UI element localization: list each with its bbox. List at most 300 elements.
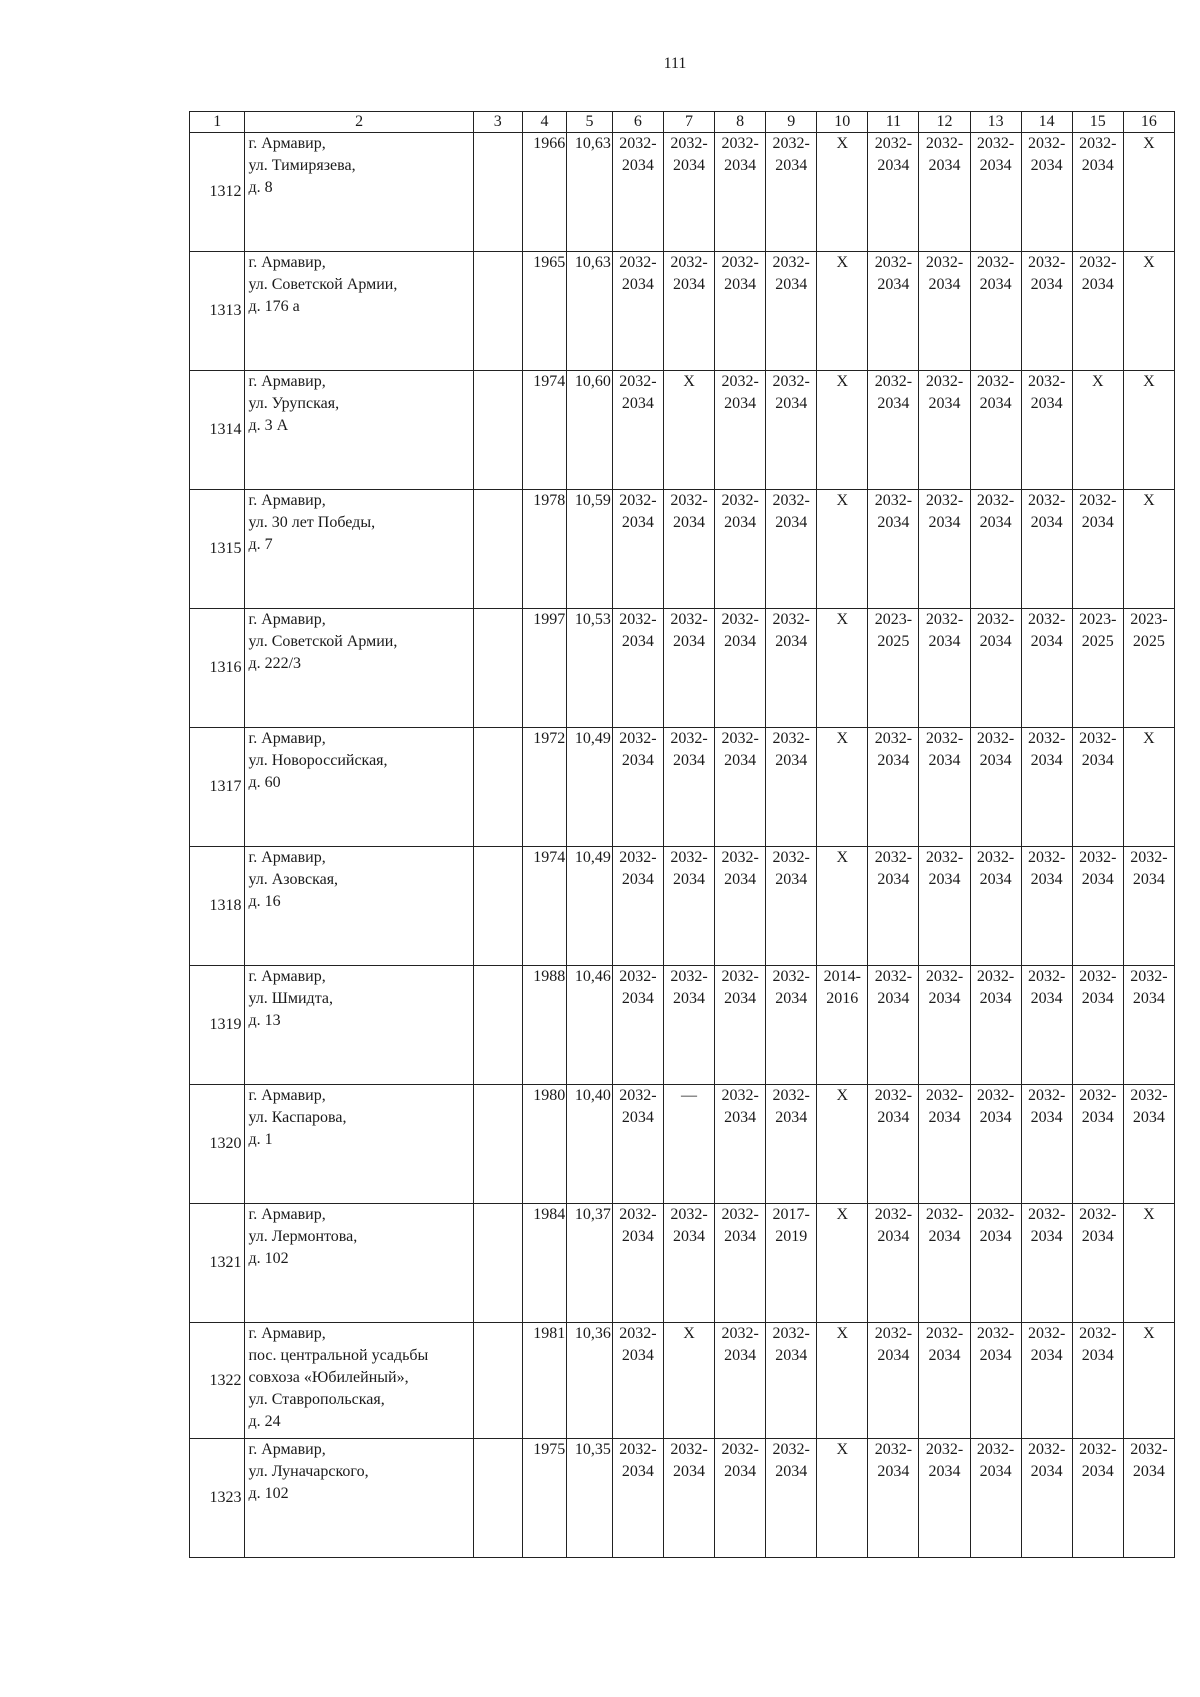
period-line: 2034 (724, 1228, 757, 1245)
address-line: д. 60 (248, 774, 281, 791)
period-cell (817, 609, 868, 728)
period-line: 2032- (976, 135, 1015, 152)
period-line: 2034 (724, 871, 757, 888)
period-cell (919, 1204, 970, 1323)
period-cell (663, 1323, 714, 1439)
period-line: 2034 (928, 990, 961, 1007)
period-line: 2034 (1030, 276, 1063, 293)
period-line: 2034 (877, 276, 910, 293)
period-line: X (836, 1087, 849, 1104)
period-line: 2014- (823, 968, 861, 985)
period-line: 2032- (874, 968, 913, 985)
period-line: 2032- (772, 373, 810, 390)
period-line: 2032- (1079, 1206, 1117, 1223)
row-number: 1320 (190, 1085, 245, 1204)
period-cell (663, 1439, 714, 1558)
period-line: 2034 (1132, 1463, 1165, 1480)
period-line: 2034 (1030, 1228, 1063, 1245)
period-line: X (1143, 373, 1155, 390)
period-line: 2034 (979, 395, 1012, 412)
period-cell (766, 490, 817, 609)
period-line: 2023- (1130, 611, 1168, 628)
year-cell: 1980 (522, 1085, 567, 1204)
period-line: 2025 (877, 633, 910, 650)
year-cell: 1981 (522, 1323, 567, 1439)
period-line: 2034 (1132, 1109, 1165, 1126)
period-cell (663, 490, 714, 609)
value-cell: 10,53 (567, 609, 613, 728)
period-cell (715, 133, 766, 252)
period-line: X (1143, 254, 1155, 271)
column-number: 7 (663, 112, 714, 133)
period-cell (970, 133, 1021, 252)
period-cell (766, 847, 817, 966)
period-cell (766, 728, 817, 847)
row-number: 1322 (190, 1323, 245, 1439)
column-number: 4 (522, 112, 567, 133)
period-cell (1021, 609, 1072, 728)
period-cell (868, 966, 919, 1085)
period-cell (970, 252, 1021, 371)
period-line: 2032- (925, 968, 964, 985)
period-line: 2034 (775, 276, 808, 293)
table-row (190, 133, 1175, 252)
period-line: 2034 (979, 633, 1012, 650)
period-line: 2032- (874, 1087, 913, 1104)
period-line: 2034 (621, 1228, 654, 1245)
period-cell (1123, 1323, 1174, 1439)
column-3-cell (473, 728, 522, 847)
period-cell (817, 728, 868, 847)
period-line: 2032- (976, 849, 1015, 866)
period-cell (868, 252, 919, 371)
period-cell (919, 847, 970, 966)
period-cell (1123, 1085, 1174, 1204)
address-line: пос. центральной усадьбы (248, 1347, 429, 1364)
address-line: ул. Каспарова, (248, 1109, 347, 1126)
period-line: X (683, 373, 695, 390)
period-cell (970, 1204, 1021, 1323)
period-line: 2034 (1030, 1463, 1063, 1480)
period-line: 2032- (619, 1206, 657, 1223)
period-line: 2032- (1028, 1087, 1066, 1104)
period-line: 2032- (1130, 1087, 1168, 1104)
period-line: 2032- (1079, 849, 1117, 866)
period-line: 2034 (1030, 395, 1063, 412)
period-line: 2032- (619, 1325, 657, 1342)
value-cell: 10,35 (567, 1439, 613, 1558)
period-line: 2032- (721, 730, 759, 747)
period-line: 2034 (673, 1463, 706, 1480)
column-number: 14 (1021, 112, 1072, 133)
period-line: 2034 (1081, 1228, 1114, 1245)
period-cell (868, 1323, 919, 1439)
period-line: 2032- (1130, 1441, 1168, 1458)
period-cell (715, 252, 766, 371)
period-cell (970, 1085, 1021, 1204)
table-row (190, 1204, 1175, 1323)
period-line: 2032- (1028, 1441, 1066, 1458)
period-cell (715, 966, 766, 1085)
period-line: X (836, 849, 849, 866)
table-row (190, 371, 1175, 490)
address-line: ул. Азовская, (248, 871, 339, 888)
period-line: 2034 (1081, 1347, 1114, 1364)
period-line: 2034 (877, 752, 910, 769)
period-line: 2032- (772, 1325, 810, 1342)
period-line: 2034 (979, 752, 1012, 769)
period-cell (1123, 133, 1174, 252)
address-line: г. Армавир, (248, 254, 326, 271)
period-line: 2032- (619, 968, 657, 985)
address-line: д. 7 (248, 536, 273, 553)
year-cell: 1997 (522, 609, 567, 728)
period-line: 2034 (775, 1109, 808, 1126)
period-cell (1123, 966, 1174, 1085)
period-line: 2032- (721, 373, 759, 390)
address-line: ул. Советской Армии, (248, 633, 398, 650)
period-line: 2034 (979, 276, 1012, 293)
period-cell (715, 1439, 766, 1558)
address-line: ул. Урупская, (248, 395, 340, 412)
period-line: 2034 (877, 1109, 910, 1126)
column-number: 15 (1072, 112, 1123, 133)
period-line: 2034 (979, 990, 1012, 1007)
period-line: 2034 (724, 276, 757, 293)
year-cell: 1984 (522, 1204, 567, 1323)
period-cell (1123, 371, 1174, 490)
period-line: 2034 (1030, 157, 1063, 174)
period-cell (1072, 371, 1123, 490)
period-line: 2034 (877, 395, 910, 412)
period-line: 2034 (673, 752, 706, 769)
period-cell (868, 1204, 919, 1323)
column-number: 13 (970, 112, 1021, 133)
period-line: 2032- (721, 1325, 759, 1342)
column-number: 8 (715, 112, 766, 133)
column-number: 12 (919, 112, 970, 133)
address-line: г. Армавир, (248, 730, 326, 747)
period-line: 2034 (877, 514, 910, 531)
period-line: 2034 (928, 276, 961, 293)
period-line: 2032- (670, 254, 708, 271)
period-cell (612, 1323, 663, 1439)
period-cell (1123, 1204, 1174, 1323)
period-cell (612, 966, 663, 1085)
period-cell (663, 1085, 714, 1204)
period-line: 2032- (1130, 968, 1168, 985)
period-line: 2032- (721, 135, 759, 152)
period-line: 2032- (874, 1441, 913, 1458)
period-line: 2032- (874, 849, 913, 866)
column-number: 9 (766, 112, 817, 133)
year-cell: 1966 (522, 133, 567, 252)
period-line: 2032- (721, 968, 759, 985)
period-line: 2034 (621, 395, 654, 412)
period-line: 2034 (724, 1463, 757, 1480)
period-line: 2032- (1079, 730, 1117, 747)
period-line: 2034 (1081, 1109, 1114, 1126)
period-line: 2034 (1030, 514, 1063, 531)
address-line: д. 8 (248, 179, 273, 196)
period-line: 2034 (1030, 1109, 1063, 1126)
period-line: 2034 (877, 1228, 910, 1245)
period-line: 2032- (976, 373, 1015, 390)
period-line: 2034 (621, 1109, 654, 1126)
address-line: ул. Лермонтова, (248, 1228, 358, 1245)
row-number: 1316 (190, 609, 245, 728)
period-cell (817, 966, 868, 1085)
period-line: 2032- (874, 730, 913, 747)
period-line: X (1143, 135, 1155, 152)
period-cell (1021, 371, 1072, 490)
address-line: г. Армавир, (248, 611, 326, 628)
period-line: X (836, 254, 849, 271)
period-cell (1072, 252, 1123, 371)
period-line: 2032- (1079, 254, 1117, 271)
period-line: X (836, 135, 849, 152)
period-line: 2034 (724, 752, 757, 769)
period-cell (663, 847, 714, 966)
period-line: X (836, 1325, 849, 1342)
column-number: 10 (817, 112, 868, 133)
value-cell: 10,37 (567, 1204, 613, 1323)
period-cell (1123, 847, 1174, 966)
period-line: 2032- (925, 1325, 964, 1342)
period-cell (817, 847, 868, 966)
period-cell (970, 371, 1021, 490)
period-line: 2032- (1079, 1325, 1117, 1342)
period-line: 2034 (775, 1347, 808, 1364)
period-line: 2034 (1030, 990, 1063, 1007)
period-line: 2034 (724, 395, 757, 412)
period-line: 2032- (925, 1087, 964, 1104)
value-cell: 10,46 (567, 966, 613, 1085)
period-line: 2034 (877, 871, 910, 888)
period-line: 2032- (874, 1206, 913, 1223)
table-row (190, 252, 1175, 371)
period-line: 2034 (775, 633, 808, 650)
year-cell: 1978 (522, 490, 567, 609)
column-3-cell (473, 1085, 522, 1204)
period-cell (612, 1439, 663, 1558)
period-line: 2032- (670, 730, 708, 747)
period-cell (766, 371, 817, 490)
period-line: X (1143, 492, 1155, 509)
period-line: 2032- (976, 968, 1015, 985)
period-cell (1123, 609, 1174, 728)
period-line: 2032- (1079, 968, 1117, 985)
address-line: д. 3 А (248, 417, 289, 434)
period-cell (612, 252, 663, 371)
period-line: 2032- (976, 254, 1015, 271)
period-line: 2034 (775, 1463, 808, 1480)
address-cell (245, 252, 473, 371)
period-line: 2034 (724, 514, 757, 531)
period-cell (919, 252, 970, 371)
row-number: 1321 (190, 1204, 245, 1323)
value-cell: 10,59 (567, 490, 613, 609)
period-cell (715, 1085, 766, 1204)
period-line: 2034 (979, 1109, 1012, 1126)
period-line: 2034 (979, 1228, 1012, 1245)
period-line: 2032- (874, 254, 913, 271)
period-line: 2032- (721, 1441, 759, 1458)
period-cell (970, 1323, 1021, 1439)
period-cell (919, 490, 970, 609)
period-cell (612, 1204, 663, 1323)
period-line: 2032- (1079, 1087, 1117, 1104)
period-line: 2032- (874, 492, 913, 509)
address-line: д. 13 (248, 1012, 281, 1029)
period-line: 2032- (721, 849, 759, 866)
period-cell (868, 728, 919, 847)
period-line: 2034 (621, 990, 654, 1007)
column-3-cell (473, 490, 522, 609)
address-line: совхоза «Юбилейный», (248, 1369, 409, 1386)
period-line: 2023- (1079, 611, 1117, 628)
period-line: 2034 (928, 514, 961, 531)
period-cell (663, 728, 714, 847)
table-row (190, 490, 1175, 609)
column-number: 1 (190, 112, 245, 133)
period-cell (919, 728, 970, 847)
column-number-row (190, 112, 1175, 133)
period-cell (663, 1204, 714, 1323)
period-line: 2025 (1132, 633, 1165, 650)
period-cell (1021, 847, 1072, 966)
period-line: 2032- (1028, 611, 1066, 628)
period-line: 2034 (1030, 871, 1063, 888)
period-line: 2032- (772, 1087, 810, 1104)
period-cell (766, 1085, 817, 1204)
period-cell (715, 1323, 766, 1439)
row-number: 1314 (190, 371, 245, 490)
period-line: 2034 (1081, 990, 1114, 1007)
period-line: 2034 (1081, 752, 1114, 769)
row-number: 1319 (190, 966, 245, 1085)
row-number: 1318 (190, 847, 245, 966)
period-line: 2032- (772, 254, 810, 271)
period-line: 2032- (1079, 135, 1117, 152)
period-cell (1021, 966, 1072, 1085)
period-line: X (1143, 1325, 1155, 1342)
period-line: 2034 (775, 990, 808, 1007)
period-line: 2032- (925, 492, 964, 509)
period-cell (919, 1323, 970, 1439)
address-cell (245, 1085, 473, 1204)
column-number: 11 (868, 112, 919, 133)
column-3-cell (473, 371, 522, 490)
period-line: — (681, 1087, 698, 1104)
period-cell (1072, 1323, 1123, 1439)
period-cell (970, 728, 1021, 847)
period-line: X (836, 611, 849, 628)
period-cell (766, 133, 817, 252)
table-body (190, 133, 1175, 1558)
period-line: 2032- (619, 611, 657, 628)
period-cell (766, 252, 817, 371)
period-line: 2034 (1132, 871, 1165, 888)
period-line: 2032- (1079, 1441, 1117, 1458)
period-cell (868, 490, 919, 609)
address-line: д. 16 (248, 893, 281, 910)
period-line: 2034 (673, 514, 706, 531)
period-line: 2032- (619, 492, 657, 509)
period-line: 2032- (976, 1087, 1015, 1104)
period-line: X (836, 373, 849, 390)
address-line: д. 24 (248, 1413, 281, 1430)
period-line: 2034 (673, 1228, 706, 1245)
period-line: 2034 (621, 752, 654, 769)
period-cell (1021, 252, 1072, 371)
row-number: 1323 (190, 1439, 245, 1558)
period-line: 2032- (874, 373, 913, 390)
period-line: 2032- (670, 849, 708, 866)
period-line: 2034 (979, 1463, 1012, 1480)
period-cell (1021, 490, 1072, 609)
period-cell (919, 966, 970, 1085)
period-line: 2034 (1081, 871, 1114, 888)
period-line: X (836, 492, 849, 509)
period-cell (612, 133, 663, 252)
period-cell (1123, 1439, 1174, 1558)
period-cell (612, 728, 663, 847)
period-line: 2034 (979, 1347, 1012, 1364)
period-line: 2032- (976, 1441, 1015, 1458)
period-cell (715, 609, 766, 728)
row-number: 1317 (190, 728, 245, 847)
period-line: 2032- (670, 1206, 708, 1223)
period-cell (1072, 490, 1123, 609)
period-line: 2032- (874, 135, 913, 152)
period-line: 2034 (928, 871, 961, 888)
period-line: 2032- (976, 492, 1015, 509)
period-cell (663, 966, 714, 1085)
period-line: 2034 (1030, 752, 1063, 769)
address-line: д. 102 (248, 1485, 289, 1502)
period-line: 2034 (621, 276, 654, 293)
period-line: 2034 (724, 157, 757, 174)
period-line: 2034 (928, 157, 961, 174)
period-cell (1021, 133, 1072, 252)
period-cell (970, 847, 1021, 966)
address-line: г. Армавир, (248, 1325, 326, 1342)
period-line: 2032- (670, 1441, 708, 1458)
period-cell (817, 1439, 868, 1558)
period-line: 2034 (621, 157, 654, 174)
period-line: 2025 (1081, 633, 1114, 650)
period-line: 2032- (925, 611, 964, 628)
table-row (190, 728, 1175, 847)
period-line: 2032- (772, 492, 810, 509)
address-cell (245, 1323, 473, 1439)
period-line: 2034 (621, 871, 654, 888)
period-line: 2032- (772, 611, 810, 628)
period-cell (766, 1439, 817, 1558)
period-line: 2034 (673, 276, 706, 293)
period-line: 2032- (925, 730, 964, 747)
period-cell (1072, 609, 1123, 728)
address-line: г. Армавир, (248, 1206, 326, 1223)
period-cell (868, 371, 919, 490)
period-cell (1123, 728, 1174, 847)
period-cell (663, 609, 714, 728)
year-cell: 1988 (522, 966, 567, 1085)
period-line: X (683, 1325, 695, 1342)
period-line: 2032- (1028, 373, 1066, 390)
value-cell: 10,49 (567, 728, 613, 847)
